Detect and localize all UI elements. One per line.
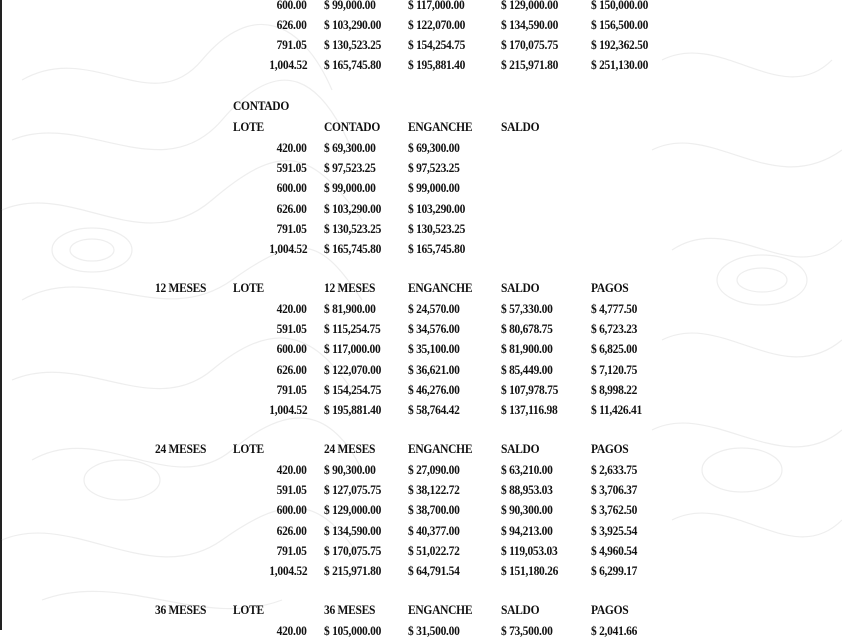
price-cell: $ 11,426.41: [591, 403, 642, 417]
price-cell: $ 46,276.00: [408, 382, 460, 397]
price-cell: $ 31,500.00: [408, 624, 460, 638]
price-cell: $ 195,881.40: [408, 58, 466, 72]
price-cell: $ 150,000.00: [591, 0, 649, 12]
price-cell: $ 99,000.00: [324, 181, 376, 196]
price-cell: $ 3,762.50: [591, 503, 638, 518]
price-cell: $ 4,777.50: [591, 302, 638, 316]
lot-size-cell: 600.00: [277, 503, 307, 518]
section-title: CONTADO: [233, 99, 290, 113]
price-cell: $ 130,523.25: [324, 38, 382, 52]
price-cell: $ 129,000.00: [324, 503, 382, 518]
column-header: CONTADO: [324, 120, 381, 134]
price-cell: $ 122,070.00: [408, 18, 466, 32]
price-cell: $ 134,590.00: [501, 18, 559, 32]
price-cell: $ 127,075.75: [324, 483, 382, 498]
price-cell: $ 51,022.72: [408, 543, 460, 558]
lot-size-cell: 1,004.52: [268, 564, 307, 578]
column-header: 36 MESES: [324, 603, 376, 617]
column-header: ENGANCHE: [408, 603, 473, 617]
lot-size-cell: 626.00: [277, 201, 307, 216]
lot-size-cell: 420.00: [277, 302, 307, 316]
price-cell: $ 69,300.00: [324, 141, 376, 155]
price-cell: $ 154,254.75: [408, 38, 466, 52]
price-cell: $ 103,290.00: [324, 18, 382, 32]
period-label: 12 MESES: [155, 281, 207, 295]
price-cell: $ 81,900.00: [501, 342, 553, 357]
price-cell: $ 90,300.00: [501, 503, 553, 518]
lot-size-cell: 626.00: [277, 362, 307, 377]
price-cell: $ 156,500.00: [591, 18, 649, 32]
price-cell: $ 137,116.98: [501, 403, 558, 417]
price-cell: $ 94,213.00: [501, 523, 553, 538]
price-cell: $ 69,300.00: [408, 141, 460, 155]
price-cell: $ 215,971.80: [501, 58, 559, 72]
price-cell: $ 119,053.03: [501, 543, 558, 558]
column-header: 24 MESES: [324, 442, 376, 456]
price-cell: $ 3,706.37: [591, 483, 638, 498]
price-cell: $ 85,449.00: [501, 362, 553, 377]
price-cell: $ 24,570.00: [408, 302, 460, 316]
lot-size-cell: 591.05: [277, 483, 307, 498]
price-cell: $ 97,523.25: [408, 161, 460, 176]
price-cell: $ 58,764.42: [408, 403, 460, 417]
lot-size-cell: 420.00: [277, 463, 307, 477]
column-header: PAGOS: [591, 603, 629, 617]
price-cell: $ 251,130.00: [591, 58, 649, 72]
price-cell: $ 63,210.00: [501, 463, 553, 477]
column-header: PAGOS: [591, 442, 629, 456]
price-cell: $ 99,000.00: [408, 181, 460, 196]
price-cell: $ 134,590.00: [324, 523, 382, 538]
price-cell: $ 117,000.00: [408, 0, 465, 12]
lot-size-cell: 600.00: [277, 342, 307, 357]
lot-size-cell: 591.05: [277, 322, 307, 337]
price-cell: $ 130,523.25: [324, 221, 382, 236]
price-cell: $ 64,791.54: [408, 564, 460, 578]
price-cell: $ 27,090.00: [408, 463, 460, 477]
price-cell: $ 151,180.26: [501, 564, 559, 578]
lot-size-cell: 600.00: [277, 0, 307, 12]
column-header: ENGANCHE: [408, 120, 473, 134]
price-cell: $ 195,881.40: [324, 403, 382, 417]
price-cell: $ 57,330.00: [501, 302, 553, 316]
lot-size-cell: 1,004.52: [268, 58, 307, 72]
price-cell: $ 88,953.03: [501, 483, 553, 498]
price-cell: $ 38,700.00: [408, 503, 460, 518]
lot-size-cell: 791.05: [277, 543, 307, 558]
column-header: 12 MESES: [324, 281, 376, 295]
column-header: LOTE: [233, 603, 264, 617]
price-cell: $ 2,633.75: [591, 463, 638, 477]
price-cell: $ 122,070.00: [324, 362, 382, 377]
price-cell: $ 34,576.00: [408, 322, 460, 337]
lot-size-cell: 791.05: [277, 382, 307, 397]
price-cell: $ 6,723.23: [591, 322, 638, 337]
price-cell: $ 129,000.00: [501, 0, 559, 12]
price-cell: $ 170,075.75: [324, 543, 382, 558]
lot-size-cell: 626.00: [277, 18, 307, 32]
price-cell: $ 103,290.00: [324, 201, 382, 216]
price-cell: $ 130,523.25: [408, 221, 466, 236]
column-header: SALDO: [501, 442, 540, 456]
price-cell: $ 154,254.75: [324, 382, 382, 397]
column-header: SALDO: [501, 603, 540, 617]
lot-size-cell: 600.00: [277, 181, 307, 196]
column-header: LOTE: [233, 442, 264, 456]
price-cell: $ 8,998.22: [591, 382, 638, 397]
price-cell: $ 105,000.00: [324, 624, 382, 638]
column-header: ENGANCHE: [408, 442, 473, 456]
price-cell: $ 7,120.75: [591, 362, 638, 377]
price-cell: $ 40,377.00: [408, 523, 460, 538]
price-cell: $ 97,523.25: [324, 161, 376, 176]
price-cell: $ 165,745.80: [324, 242, 382, 256]
price-cell: $ 215,971.80: [324, 564, 382, 578]
price-cell: $ 115,254.75: [324, 322, 381, 337]
column-header: PAGOS: [591, 281, 629, 295]
price-cell: $ 4,960.54: [591, 543, 638, 558]
price-cell: $ 6,299.17: [591, 564, 638, 578]
column-header: LOTE: [233, 281, 264, 295]
price-cell: $ 165,745.80: [324, 58, 382, 72]
price-cell: $ 117,000.00: [324, 342, 381, 357]
column-header: SALDO: [501, 281, 540, 295]
price-cell: $ 2,041.66: [591, 624, 638, 638]
column-header: LOTE: [233, 120, 264, 134]
price-cell: $ 103,290.00: [408, 201, 466, 216]
lot-size-cell: 591.05: [277, 161, 307, 176]
column-header: SALDO: [501, 120, 540, 134]
lot-size-cell: 420.00: [277, 624, 307, 638]
period-label: 36 MESES: [155, 603, 207, 617]
lot-size-cell: 791.05: [277, 221, 307, 236]
price-cell: $ 6,825.00: [591, 342, 638, 357]
price-cell: $ 165,745.80: [408, 242, 466, 256]
price-cell: $ 38,122.72: [408, 483, 460, 498]
price-cell: $ 36,621.00: [408, 362, 460, 377]
lot-size-cell: 626.00: [277, 523, 307, 538]
column-header: ENGANCHE: [408, 281, 473, 295]
price-cell: $ 81,900.00: [324, 302, 376, 316]
price-cell: $ 35,100.00: [408, 342, 460, 357]
lot-size-cell: 791.05: [277, 38, 307, 52]
period-label: 24 MESES: [155, 442, 207, 456]
price-cell: $ 107,978.75: [501, 382, 559, 397]
price-cell: $ 170,075.75: [501, 38, 559, 52]
price-cell: $ 80,678.75: [501, 322, 553, 337]
lot-size-cell: 1,004.52: [268, 242, 307, 256]
price-cell: $ 3,925.54: [591, 523, 638, 538]
lot-size-cell: 420.00: [277, 141, 307, 155]
price-cell: $ 90,300.00: [324, 463, 376, 477]
price-cell: $ 192,362.50: [591, 38, 649, 52]
lot-size-cell: 1,004.52: [268, 403, 307, 417]
price-cell: $ 73,500.00: [501, 624, 553, 638]
price-cell: $ 99,000.00: [324, 0, 376, 12]
price-tables: [2, 0, 842, 638]
